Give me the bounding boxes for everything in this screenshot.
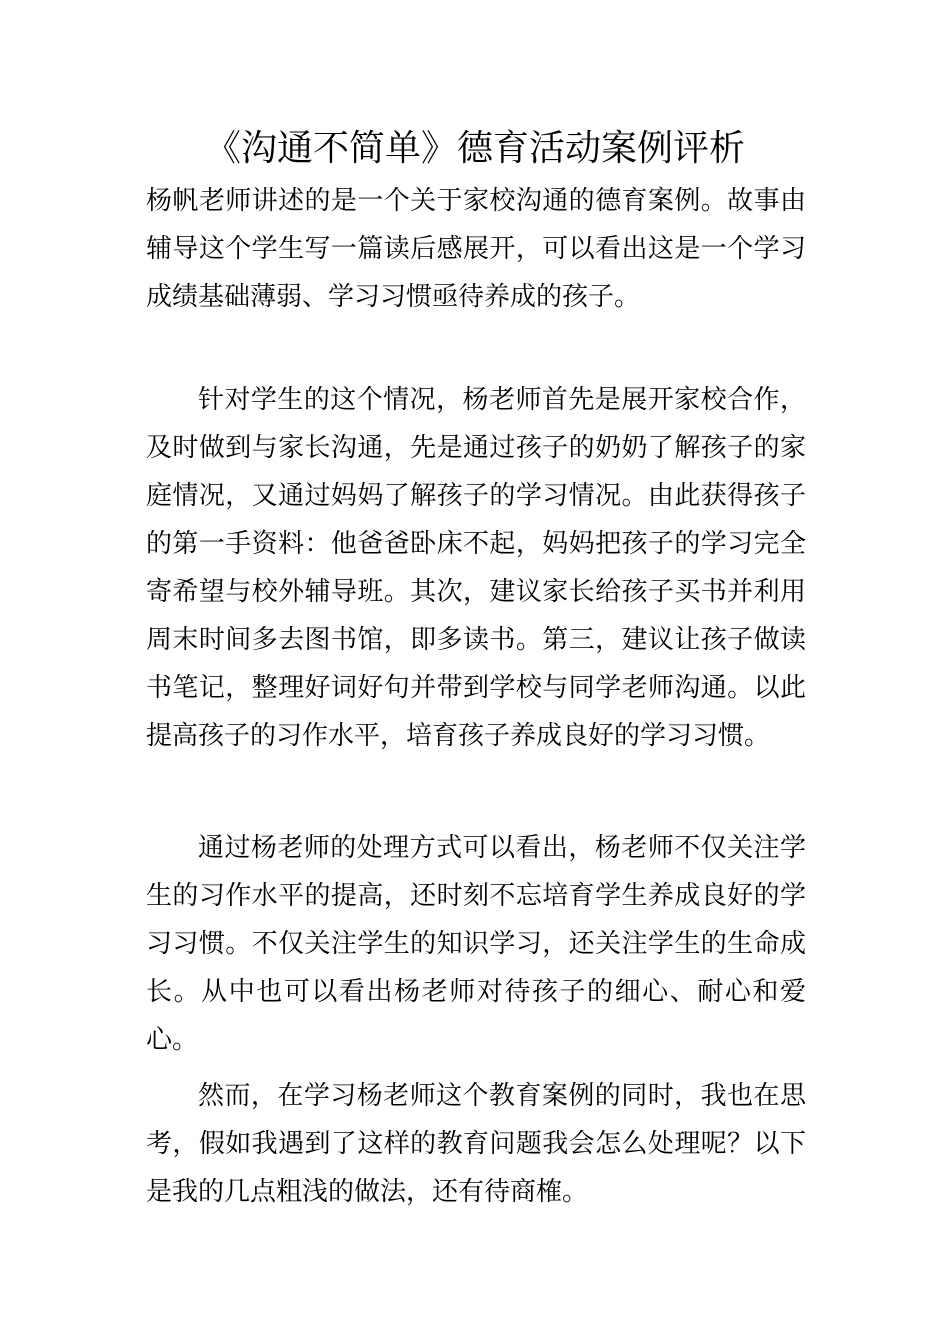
paragraph-teacher-actions: 针对学生的这个情况，杨老师首先是展开家校合作，及时做到与家长沟通，先是通过孩子的奶奶了解孩子的家庭情况，又通过妈妈了解孩子的学习情况。由此获得孩子的第一手资料：他爸爸卧床不起，妈妈把孩子的学习完全寄希望与校外辅导班。其次，建议家长给孩子买书并利用周末时间多去图书馆，即多读书。第三，建议让孩子做读书笔记，整理好词好句并带到学校与同学老师沟通。以此提高孩子的习作水平，培育孩子养成良好的学习习惯。 <box>146 385 806 751</box>
paragraph-intro: 杨帆老师讲述的是一个关于家校沟通的德育案例。故事由辅导这个学生写一篇读后感展开，可以看出这是一个学习成绩基础薄弱、学习习惯亟待养成的孩子。 <box>146 186 806 312</box>
document-title: 《沟通不简单》德育活动案例评析 <box>204 128 745 169</box>
paragraph-analysis: 通过杨老师的处理方式可以看出，杨老师不仅关注学生的习作水平的提高，还时刻不忘培育学生养成良好的学习习惯。不仅关注学生的知识学习，还关注学生的生命成长。从中也可以看出杨老师对待孩子的细心、耐心和爱心。 <box>146 833 806 1055</box>
paragraph-reflection: 然而，在学习杨老师这个教育案例的同时，我也在思考，假如我遇到了这样的教育问题我会怎么处理呢？以下是我的几点粗浅的做法，还有待商榷。 <box>146 1081 806 1207</box>
